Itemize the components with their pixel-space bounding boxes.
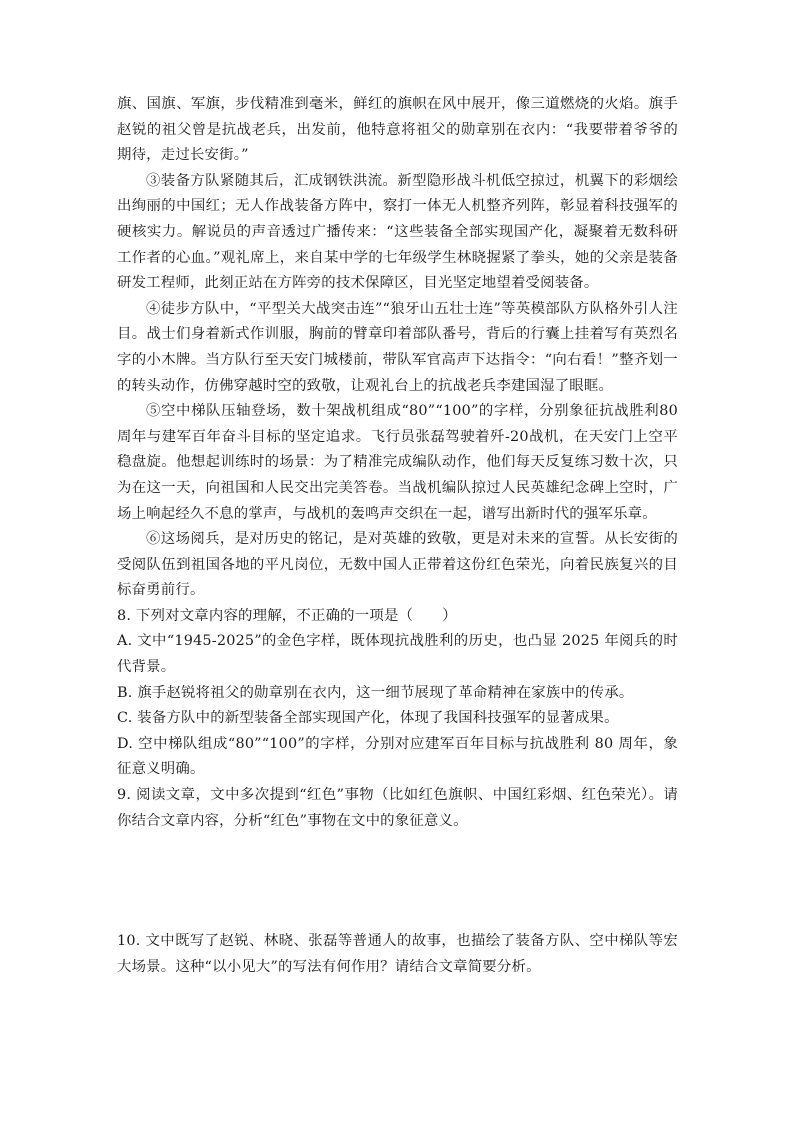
question-8-option-d: D. 空中梯队组成“80”“100”的字样，分别对应建军百年目标与抗战胜利 80 周年，象征意义明确。	[117, 735, 678, 778]
answer-space	[117, 834, 678, 929]
question-8-option-c: C. 装备方队中的新型装备全部实现国产化，体现了我国科技强军的显著成果。	[117, 710, 619, 727]
passage-paragraph-6: ⑥这场阅兵，是对历史的铭记，是对英雄的致敬，更是对未来的宣誓。从长安街的受阅队伍到祖国各地的平凡岗位，无数中国人正带着这份红色荣光，向着民族复兴的目标奋勇前行。	[117, 531, 678, 599]
passage-paragraph-continued: 旗、国旗、军旗，步伐精准到毫米，鲜红的旗帜在风中展开，像三道燃烧的火焰。旗手赵锐的祖父曾是抗战老兵，出发前，他特意将祖父的勋章别在衣内：“我要带着爷爷的期待，走过长安街。”	[117, 96, 678, 164]
question-10-stem: 10. 文中既写了赵锐、林晓、张磊等普通人的故事，也描绘了装备方队、空中梯队等宏大场景。这种“以小见大”的写法有何作用？请结合文章简要分析。	[117, 933, 678, 975]
question-8-stem: 8. 下列对文章内容的理解，不正确的一项是（ ）	[117, 607, 457, 624]
question-8-option-a: A. 文中“1945-2025”的金色字样，既体现抗战胜利的历史，也凸显 2025 年阅兵的时代背景。	[117, 633, 678, 676]
document-content	[117, 92, 678, 980]
passage-paragraph-3: ③装备方队紧随其后，汇成钢铁洪流。新型隐形战斗机低空掠过，机翼下的彩烟绘出绚丽的中国红；无人作战装备方阵中，察打一体无人机整齐列阵，彰显着科技强军的硬核实力。解说员的声音透过广播传来：“这些装备全部实现国产化，凝聚着无数科研工作者的心血。”观礼席上，来自某中学的七年级学生林晓握紧了拳头，她的父亲是装备研发工程师，此刻正站在方阵旁的技术保障区，目光坚定地望着受阅装备。	[117, 172, 678, 292]
passage-paragraph-4: ④徒步方队中，“平型关大战突击连”“狼牙山五壮士连”等英模部队方队格外引人注目。战士们身着新式作训服，胸前的臂章印着部队番号，背后的行囊上挂着写有英烈名字的小木牌。当方队行至天安门城楼前，带队军官高声下达指令：“向右看！”整齐划一的转头动作，仿佛穿越时空的致敬，让观礼台上的抗战老兵李建国湿了眼眶。	[117, 300, 678, 394]
passage-paragraph-5: ⑤空中梯队压轴登场，数十架战机组成“80”“100”的字样，分别象征抗战胜利80周年与建军百年奋斗目标的坚定追求。飞行员张磊驾驶着歼-20战机，在天安门上空平稳盘旋。他想起训练时的场景：为了精准完成编队动作，他们每天反复练习数十次，只为在这一天，向祖国和人民交出完美答卷。当战机编队掠过人民英雄纪念碑上空时，广场上响起经久不息的掌声，与战机的轰鸣声交织在一起，谱写出新时代的强军乐章。	[117, 403, 678, 522]
question-8-option-b: B. 旗手赵锐将祖父的勋章别在衣内，这一细节展现了革命精神在家族中的传承。	[117, 684, 634, 701]
question-9-stem: 9. 阅读文章，文中多次提到“红色”事物（比如红色旗帜、中国红彩烟、红色荣光）。请你结合文章内容，分析“红色”事物在文中的象征意义。	[117, 787, 678, 829]
